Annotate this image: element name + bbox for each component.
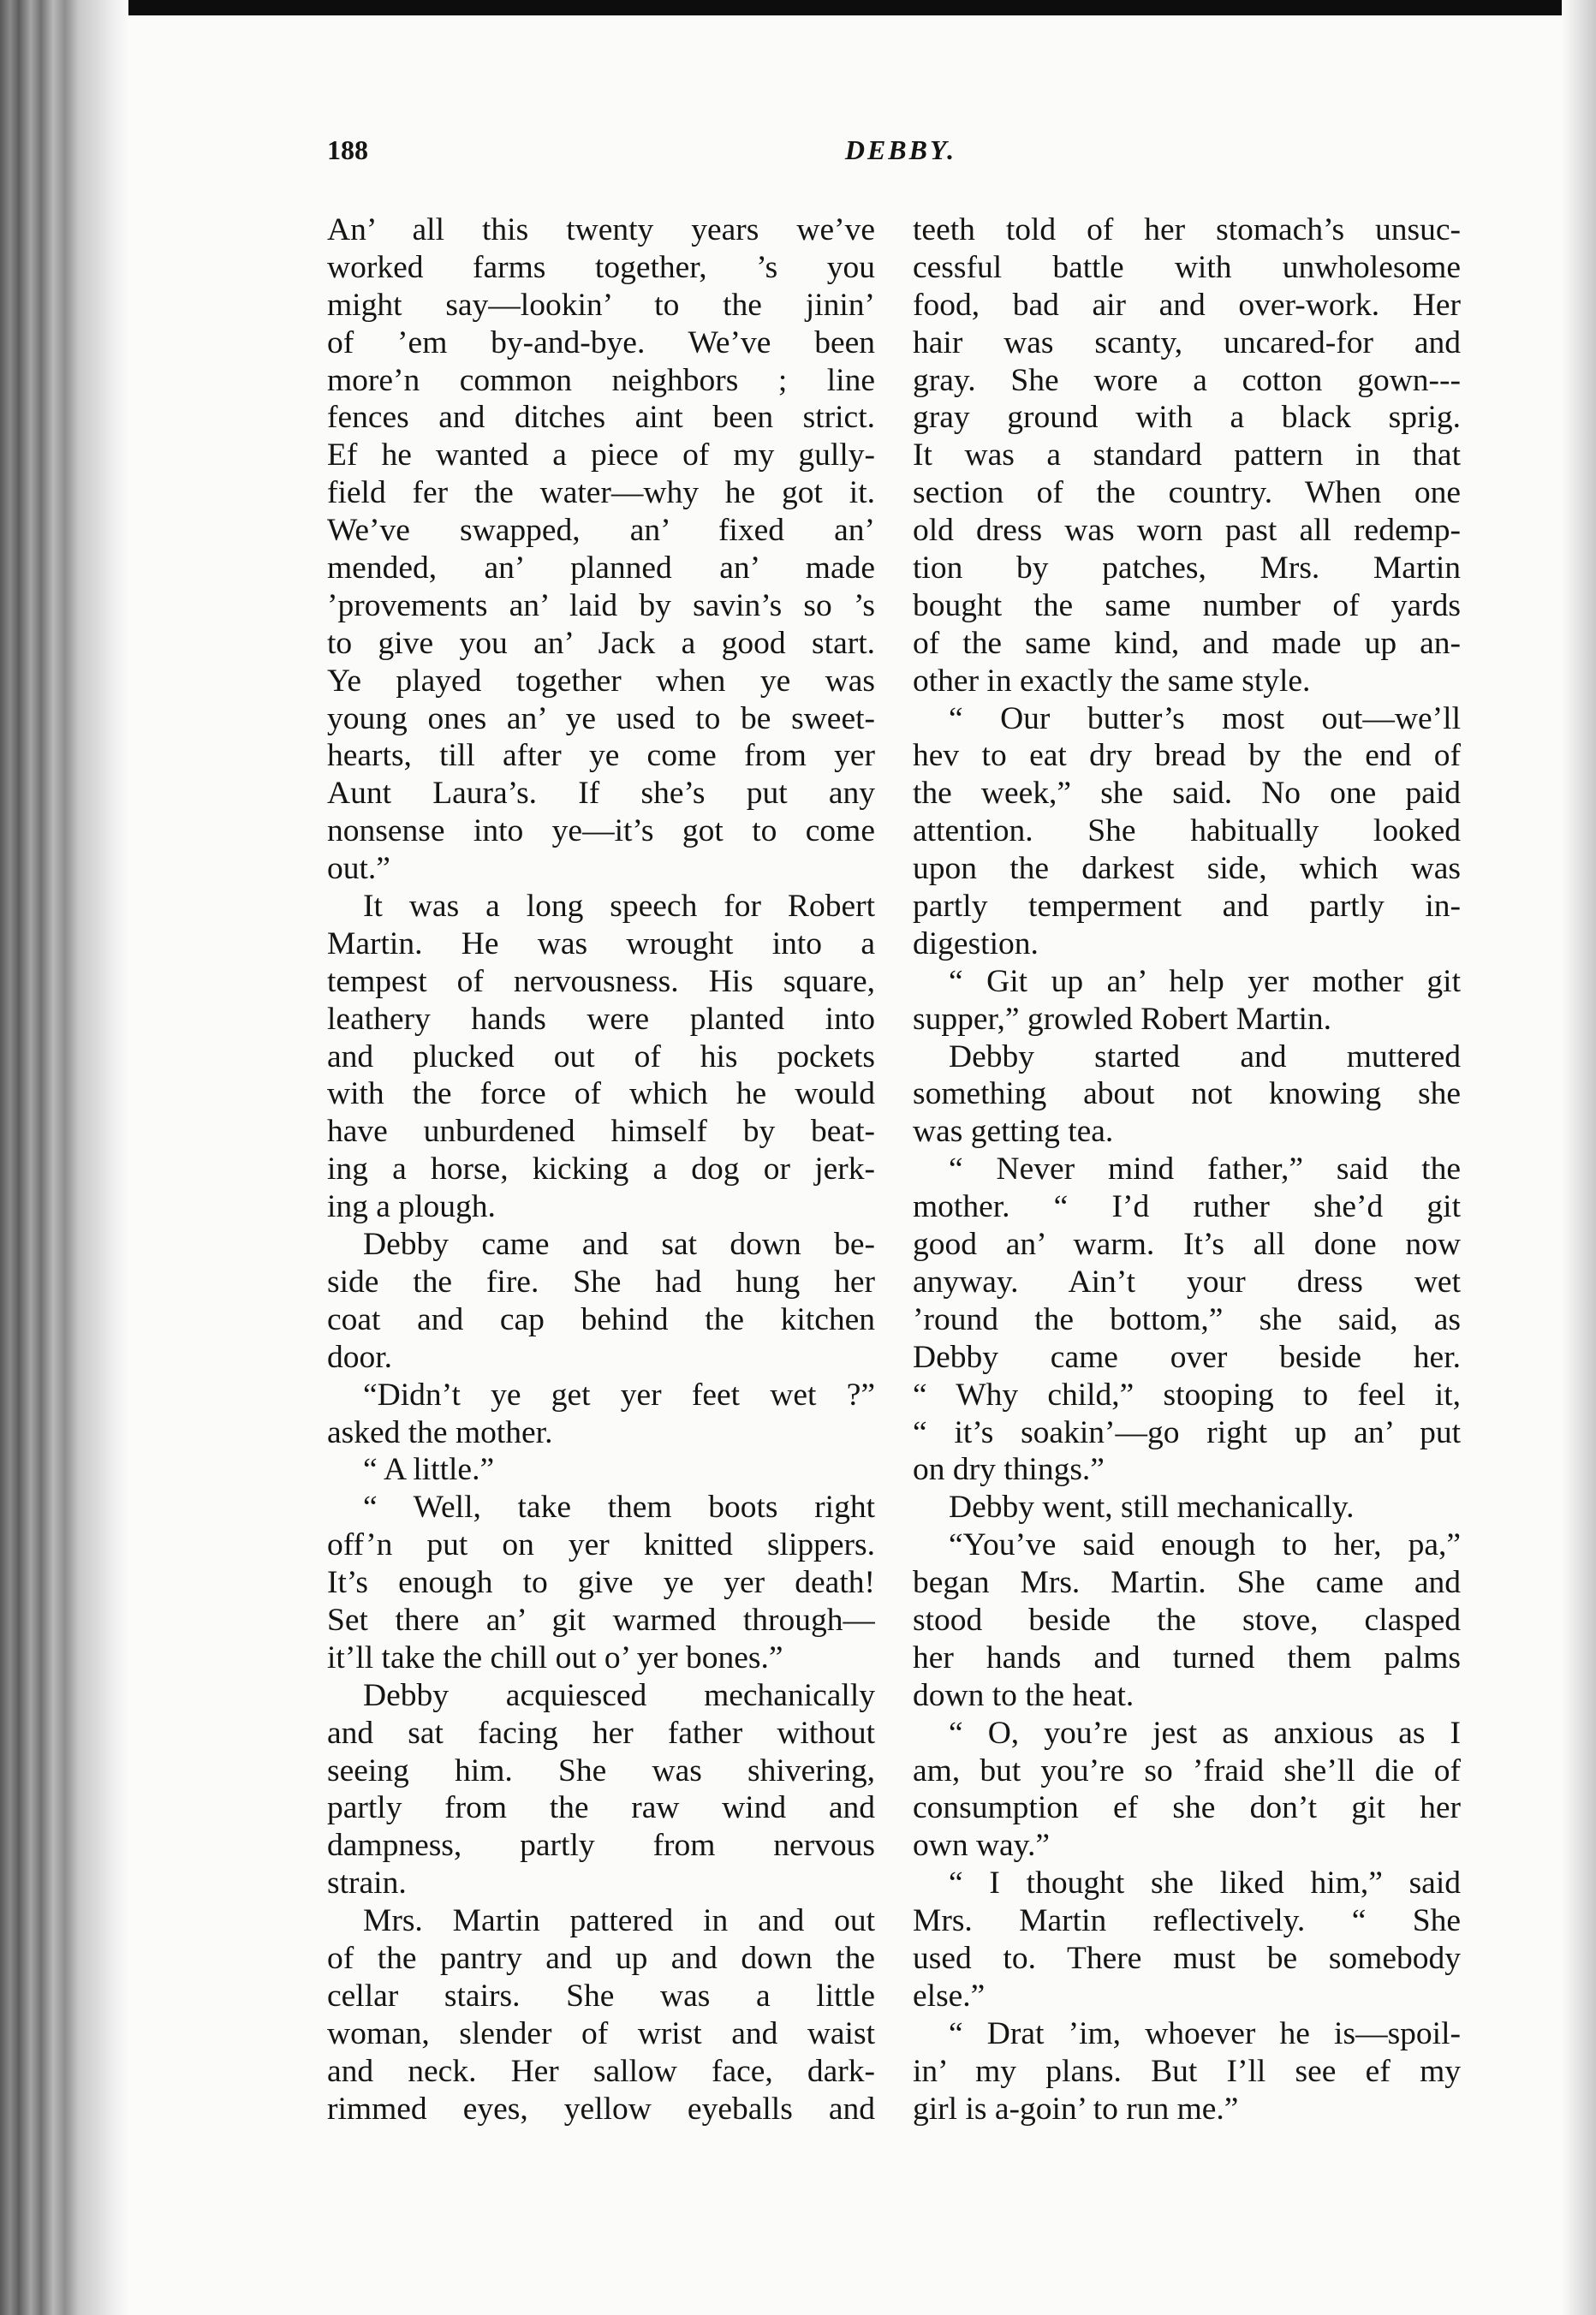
text-line: Debby came and sat down be-: [363, 1227, 875, 1263]
text-line: mother. “ I’d ruther she’d git: [913, 1189, 1461, 1225]
text-line: asked the mother.: [327, 1414, 553, 1450]
left-text-column: [327, 211, 875, 2128]
text-line: Ye played together when ye was: [327, 663, 875, 699]
text-line: good an’ warm. It’s all done now: [913, 1227, 1461, 1263]
text-line: nonsense into ye—it’s got to come: [327, 813, 875, 849]
text-line: gray ground with a black sprig.: [913, 400, 1461, 436]
text-line: have unburdened himself by beat-: [327, 1114, 875, 1150]
text-line: digestion.: [913, 925, 1039, 961]
text-line: might say—lookin’ to the jinin’: [327, 287, 875, 323]
text-line: ’provements an’ laid by savin’s so ’s: [327, 587, 875, 623]
text-line: Debby started and muttered: [949, 1038, 1461, 1074]
text-line: mended, an’ planned an’ made: [327, 550, 875, 586]
text-line: ing a horse, kicking a dog or jerk-: [327, 1152, 875, 1187]
page-header: [327, 128, 1474, 171]
text-line: girl is a-goin’ to run me.”: [913, 2091, 1239, 2127]
text-line: section of the country. When one: [913, 475, 1461, 511]
text-line: young ones an’ ye used to be sweet-: [327, 700, 875, 736]
text-line: “ Well, take them boots right: [363, 1490, 875, 1526]
text-line: Aunt Laura’s. If she’s put any: [327, 776, 875, 812]
text-line: began Mrs. Martin. She came and: [913, 1565, 1461, 1601]
text-line: of the same kind, and made up an-: [913, 625, 1461, 661]
text-line: it’ll take the chill out o’ yer bones.”: [327, 1640, 783, 1675]
text-line: something about not knowing she: [913, 1076, 1461, 1112]
text-line: coat and cap behind the kitchen: [327, 1301, 875, 1337]
text-line: of ’em by-and-bye. We’ve been: [327, 324, 875, 360]
text-line: anyway. Ain’t your dress wet: [913, 1264, 1461, 1300]
text-line: “You’ve said enough to her, pa,”: [949, 1527, 1461, 1563]
text-line: side the fire. She had hung her: [327, 1264, 875, 1300]
text-line: “ A little.”: [363, 1452, 495, 1488]
text-line: “ O, you’re jest as anxious as I: [949, 1715, 1461, 1751]
text-line: hearts, till after ye come from yer: [327, 738, 875, 774]
text-line: gray. She wore a cotton gown---: [913, 362, 1461, 398]
text-line: partly temperment and partly in-: [913, 889, 1461, 925]
text-line: “ Why child,” stooping to feel it,: [913, 1377, 1461, 1413]
text-line: bought the same number of yards: [913, 587, 1461, 623]
page-number: 188: [327, 134, 368, 165]
text-line: Mrs. Martin reflectively. “ She: [913, 1903, 1461, 1939]
text-line: hev to eat dry bread by the end of: [913, 738, 1461, 774]
scan-top-edge: [0, 0, 1596, 15]
text-line: in’ my plans. But I’ll see ef my: [913, 2053, 1461, 2089]
text-line: hair was scanty, uncared-for and: [913, 324, 1461, 360]
text-line: down to the heat.: [913, 1677, 1134, 1713]
text-line: food, bad air and over-work. Her: [913, 287, 1461, 323]
text-line: cellar stairs. She was a little: [327, 1978, 875, 2014]
text-line: upon the darkest side, which was: [913, 851, 1461, 887]
text-line: tion by patches, Mrs. Martin: [913, 550, 1461, 586]
text-line: It’s enough to give ye yer death!: [327, 1565, 875, 1601]
text-line: supper,” growled Robert Martin.: [913, 1001, 1332, 1037]
text-line: ’round the bottom,” she said, as: [913, 1301, 1461, 1337]
text-line: fences and ditches aint been strict.: [327, 400, 875, 436]
text-line: strain.: [327, 1866, 407, 1901]
text-line: stood beside the stove, clasped: [913, 1602, 1461, 1638]
text-line: teeth told of her stomach’s unsuc-: [913, 212, 1461, 247]
text-line: off’n put on yer knitted slippers.: [327, 1527, 875, 1563]
text-line: other in exactly the same style.: [913, 663, 1311, 699]
text-line: ing a plough.: [327, 1189, 496, 1225]
text-line: leathery hands were planted into: [327, 1001, 875, 1037]
text-line: consumption ef she don’t git her: [913, 1790, 1461, 1826]
text-line: “ Git up an’ help yer mother git: [949, 963, 1461, 999]
text-line: out.”: [327, 851, 390, 887]
text-line: with the force of which he would: [327, 1076, 875, 1112]
text-line: on dry things.”: [913, 1452, 1105, 1488]
text-line: dampness, partly from nervous: [327, 1828, 875, 1864]
right-text-column: [913, 211, 1461, 2128]
text-line: We’ve swapped, an’ fixed an’: [327, 513, 875, 549]
text-line: the week,” she said. No one paid: [913, 776, 1461, 812]
text-line: partly from the raw wind and: [327, 1790, 875, 1826]
running-title: DEBBY.: [844, 134, 957, 165]
text-line: and sat facing her father without: [327, 1715, 875, 1751]
text-line: Martin. He was wrought into a: [327, 925, 875, 961]
text-line: Mrs. Martin pattered in and out: [363, 1903, 875, 1939]
text-line: am, but you’re so ’fraid she’ll die of: [913, 1753, 1461, 1788]
text-line: and neck. Her sallow face, dark-: [327, 2053, 875, 2089]
text-line: Debby went, still mechanically.: [949, 1490, 1355, 1526]
text-line: “ I thought she liked him,” said: [949, 1866, 1461, 1901]
text-line: seeing him. She was shivering,: [327, 1753, 875, 1788]
text-line: “ Never mind father,” said the: [949, 1152, 1461, 1187]
page-right-edge: [1562, 0, 1596, 2315]
text-line: was getting tea.: [913, 1114, 1114, 1150]
text-line: attention. She habitually looked: [913, 813, 1461, 849]
text-line: “ Our butter’s most out—we’ll: [949, 700, 1461, 736]
text-line: tempest of nervousness. His square,: [327, 963, 875, 999]
text-line: “ it’s soakin’—go right up an’ put: [913, 1414, 1461, 1450]
text-line: worked farms together, ’s you: [327, 249, 875, 285]
text-line: used to. There must be somebody: [913, 1940, 1461, 1976]
text-line: Set there an’ git warmed through—: [327, 1602, 875, 1638]
text-line: more’n common neighbors ; line: [327, 362, 875, 398]
text-line: Ef he wanted a piece of my gully-: [327, 437, 875, 473]
text-line: “Didn’t ye get yer feet wet ?”: [363, 1377, 875, 1413]
text-line: It was a standard pattern in that: [913, 437, 1461, 473]
text-line: cessful battle with unwholesome: [913, 249, 1461, 285]
text-line: An’ all this twenty years we’ve: [327, 212, 875, 247]
text-line: woman, slender of wrist and waist: [327, 2015, 875, 2051]
text-line: door.: [327, 1339, 393, 1375]
text-line: to give you an’ Jack a good start.: [327, 625, 875, 661]
text-line: It was a long speech for Robert: [363, 889, 875, 925]
text-line: Debby acquiesced mechanically: [363, 1677, 875, 1713]
text-line: old dress was worn past all redemp-: [913, 513, 1461, 549]
text-line: and plucked out of his pockets: [327, 1038, 875, 1074]
text-line: own way.”: [913, 1828, 1051, 1864]
book-binding-shadow: [0, 0, 128, 2315]
text-line: of the pantry and up and down the: [327, 1940, 875, 1976]
text-line: field fer the water—why he got it.: [327, 475, 875, 511]
text-line: Debby came over beside her.: [913, 1339, 1461, 1375]
text-line: “ Drat ’im, whoever he is—spoil-: [949, 2015, 1461, 2051]
text-line: else.”: [913, 1978, 986, 2014]
text-line: her hands and turned them palms: [913, 1640, 1461, 1675]
text-line: rimmed eyes, yellow eyeballs and: [327, 2091, 875, 2127]
